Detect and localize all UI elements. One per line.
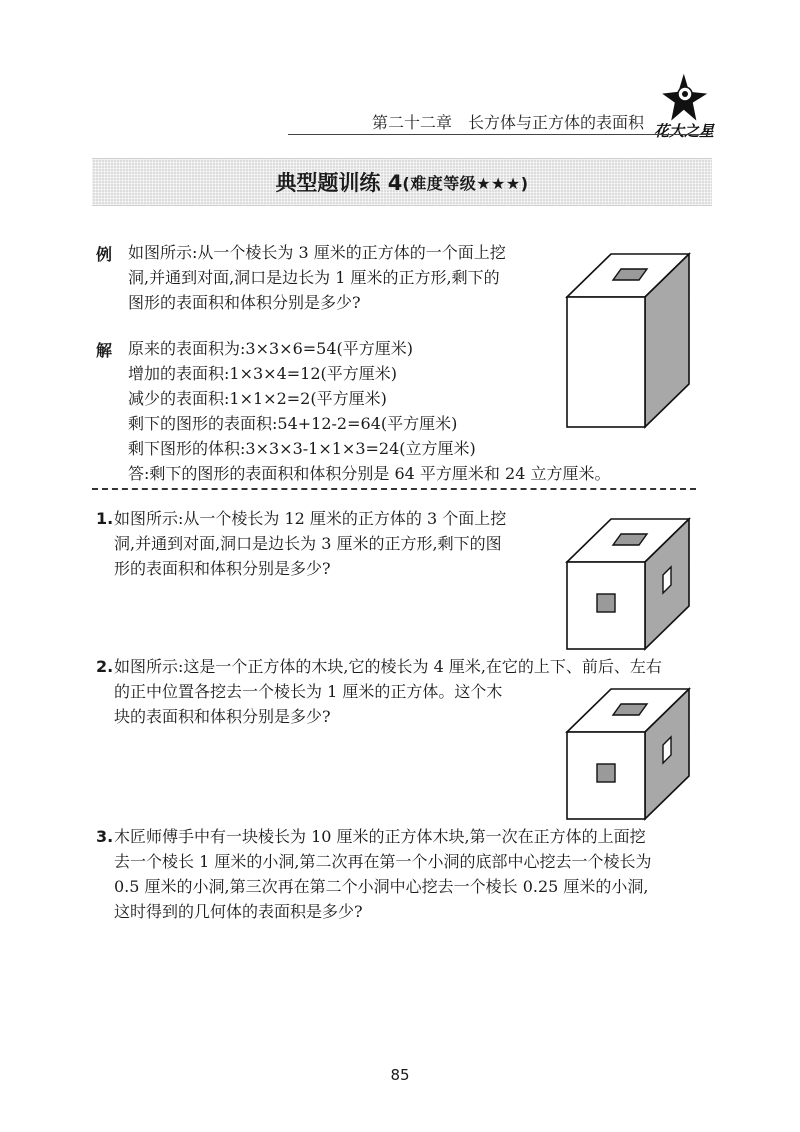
front-hole: [597, 594, 615, 612]
question-line: 0.5 厘米的小洞,第三次再在第二个小洞中心挖去一个棱长 0.25 厘米的小洞,: [114, 877, 649, 896]
example-line: 如图所示:从一个棱长为 3 厘米的正方体的一个面上挖: [128, 243, 506, 262]
question-3-text: [114, 824, 651, 924]
example-label: 例: [96, 245, 113, 264]
example-cube-figure: [566, 253, 690, 431]
difficulty-label: (难度等级★★★): [402, 173, 529, 193]
question-2-cube-figure: [566, 688, 690, 822]
example-line: 洞,并通到对面,洞口是边长为 1 厘米的正方形,剩下的: [128, 268, 500, 287]
solution-line: 剩下的图形的表面积:54+12-2=64(平方厘米): [128, 414, 458, 433]
question-3-number: 3.: [96, 827, 114, 846]
star-logo: [652, 72, 732, 142]
question-line: 形的表面积和体积分别是多少?: [114, 559, 331, 578]
solution-line: 减少的表面积:1×1×2=2(平方厘米): [128, 389, 387, 408]
question-line: 如图所示:这是一个正方体的木块,它的棱长为 4 厘米,在它的上下、前后、左右: [114, 657, 662, 676]
question-line: 的正中位置各挖去一个棱长为 1 厘米的正方体。这个木: [114, 682, 503, 701]
question-2-number: 2.: [96, 657, 114, 676]
solution-line: 剩下图形的体积:3×3×3-1×1×3=24(立方厘米): [128, 439, 476, 458]
header-rule: [288, 134, 710, 135]
solution-line: 增加的表面积:1×3×4=12(平方厘米): [128, 364, 397, 383]
example-text: [128, 240, 506, 315]
question-1-number: 1.: [96, 509, 114, 528]
banner-title: 典型题训练 4: [275, 171, 403, 195]
page-number: 85: [390, 1066, 410, 1084]
front-hole: [597, 764, 615, 782]
question-line: 块的表面积和体积分别是多少?: [114, 707, 331, 726]
example-line: 图形的表面积和体积分别是多少?: [128, 293, 361, 312]
section-divider: [92, 488, 696, 490]
section-banner: [92, 158, 712, 206]
question-1-cube-figure: [566, 518, 690, 652]
solution-label: 解: [96, 341, 113, 360]
solution-text: [128, 336, 610, 486]
question-line: 去一个棱长 1 厘米的小洞,第二次再在第一个小洞的底部中心挖去一个棱长为: [114, 852, 652, 871]
solution-line: 答:剩下的图形的表面积和体积分别是 64 平方厘米和 24 立方厘米。: [128, 464, 611, 483]
question-line: 如图所示:从一个棱长为 12 厘米的正方体的 3 个面上挖: [114, 509, 507, 528]
question-line: 这时得到的几何体的表面积是多少?: [114, 902, 363, 921]
question-line: 木匠师傅手中有一块棱长为 10 厘米的正方体木块,第一次在正方体的上面挖: [114, 827, 646, 846]
cube-front-face: [567, 297, 645, 427]
chapter-title: 第二十二章 长方体与正方体的表面积: [372, 113, 645, 132]
solution-line: 原来的表面积为:3×3×6=54(平方厘米): [128, 339, 413, 358]
logo-text: 花大之星: [654, 122, 715, 140]
question-1-text: [114, 506, 506, 581]
question-line: 洞,并通到对面,洞口是边长为 3 厘米的正方形,剩下的图: [114, 534, 502, 553]
